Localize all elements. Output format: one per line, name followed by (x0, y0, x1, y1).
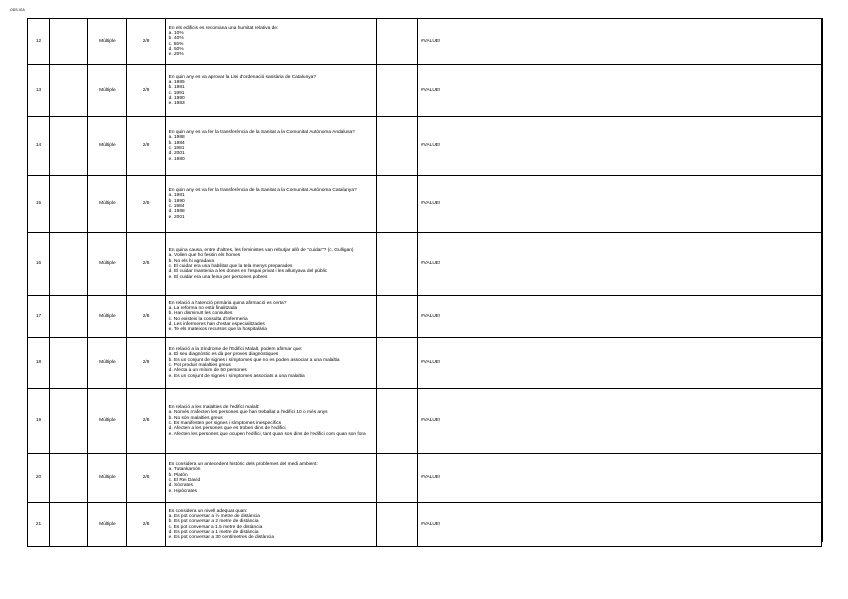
answer-option: e. 1983 (168, 101, 185, 107)
question-type-cell: Múltiple (88, 454, 127, 503)
blank-cell (376, 176, 417, 233)
question-type-cell: Múltiple (88, 65, 127, 117)
table-row (28, 65, 822, 117)
formula-error-cell: #VALUE! (417, 176, 821, 233)
answer-option: b. Han disminuït les consultes (168, 311, 233, 317)
blank-cell (50, 389, 88, 454)
question-text-cell (165, 454, 376, 503)
question-type-cell: Múltiple (88, 233, 127, 296)
question-points-cell: 2/8 (127, 389, 165, 454)
formula-error-cell: #VALUE! (417, 454, 821, 503)
question-table (27, 18, 822, 547)
formula-error-cell: #VALUE! (417, 233, 821, 296)
question-stem: En relació a les malalties de l'edifici malalt: (168, 405, 260, 411)
question-type-cell: Múltiple (88, 19, 127, 65)
question-points-cell: 2/8 (127, 338, 165, 389)
question-points-cell: 2/8 (127, 117, 165, 176)
question-type-cell: Múltiple (88, 296, 127, 338)
answer-option: b. No són malalties greus (168, 415, 223, 421)
question-text-cell (165, 233, 376, 296)
answer-option: b. Platón (168, 472, 188, 478)
sheet-header-label: ODS-IGA (10, 8, 25, 12)
blank-cell (50, 338, 88, 389)
answer-option: a. Tutankamón (168, 467, 201, 473)
answer-option: d. Es pot conversar a 1 metre de distància (168, 529, 259, 535)
question-stem: En els edificis es recomana una humitat relativa de: (168, 25, 279, 31)
blank-cell (50, 117, 88, 176)
question-text-cell (165, 338, 376, 389)
question-type-cell: Múltiple (88, 176, 127, 233)
answer-option: c. Es manifesten per signes i símptomes inespecífics (168, 421, 282, 426)
question-text-cell (165, 176, 376, 233)
table-row (28, 19, 822, 65)
question-type-cell: Múltiple (88, 389, 127, 454)
question-stem: En quin any es va fer la transferència de la Sanitat a la Comunitat Autònoma Catalunya? (168, 188, 357, 194)
blank-cell (376, 454, 417, 503)
answer-option: c. 1981 (168, 146, 185, 151)
answer-option: b. 1984 (168, 140, 185, 146)
answer-option: c. Es pot conversar a 1.5 metre de distància (168, 524, 263, 530)
answer-option: a. Es pot conversar a ½ metre de distància (168, 513, 260, 519)
formula-error-cell: #VALUE! (417, 117, 821, 176)
blank-cell (376, 389, 417, 454)
answer-option: c. 55% (168, 41, 184, 47)
table-row (28, 233, 822, 296)
table-row (28, 503, 822, 547)
question-text-cell (165, 19, 376, 65)
formula-error-cell: #VALUE! (417, 19, 821, 65)
question-number-cell: 19 (28, 389, 50, 454)
question-stem: En relació a la Síndrome de l'Edifici Malalt, podem afirmar que: (168, 347, 303, 353)
answer-option: c. No existeix la consulta d'infermeria (168, 316, 248, 322)
formula-error-cell: #VALUE! (417, 338, 821, 389)
answer-option: e. 20% (168, 52, 184, 58)
answer-option: d. Afecten a les persones que es troben dins de l'edifici (168, 426, 286, 432)
blank-cell (376, 338, 417, 389)
answer-option: d. El cuidar mantenia a les dones en l'espai privat i les allunyava del públic (168, 269, 328, 275)
sheet-right-edge (818, 18, 823, 542)
blank-cell (50, 503, 88, 547)
table-row (28, 454, 822, 503)
question-stem: Es considera un nivell adequat quan: (168, 508, 248, 514)
question-points-cell: 2/8 (127, 65, 165, 117)
answer-option: e. Afecten les persones que ocupen l'edifici, tant quan son dins de l'edifici com quan son fora (168, 431, 366, 437)
answer-option: b. Es pot conversar a 2 metre de distància (168, 519, 259, 525)
answer-option: e. Es un conjunt de signes i símptomes associats a una malaltia (168, 373, 305, 379)
answer-option: e. 1980 (168, 156, 185, 162)
blank-cell (376, 65, 417, 117)
question-number-cell: 15 (28, 176, 50, 233)
answer-option: c. El cuidar era una habilitat que la tela menys preparades (168, 264, 293, 269)
answer-option: d. 50% (168, 46, 184, 52)
answer-option: a. 1985 (168, 79, 185, 85)
question-text-cell (165, 117, 376, 176)
answer-option: a. Volien que ho fessin els homes (168, 253, 241, 259)
table-row (28, 389, 822, 454)
question-number-cell: 17 (28, 296, 50, 338)
answer-option: a. 1988 (168, 135, 185, 141)
question-text-cell (165, 65, 376, 117)
question-number-cell: 12 (28, 19, 50, 65)
question-number-cell: 14 (28, 117, 50, 176)
table-row (28, 296, 822, 338)
question-stem: En quina causa, entre d'altres, les feministes van rebutjar allò de "cuidar"? (c. Gulligan) (168, 248, 354, 254)
question-type-cell: Múltiple (88, 503, 127, 547)
answer-option: d. Sòcrates (168, 483, 193, 489)
blank-cell (50, 176, 88, 233)
question-points-cell: 2/8 (127, 454, 165, 503)
blank-cell (376, 503, 417, 547)
question-stem: En quin any es va fer la transferència de la Sanitat a la Comunitat Autònoma Andalusa? (168, 130, 355, 136)
blank-cell (50, 296, 88, 338)
question-number-cell: 20 (28, 454, 50, 503)
answer-option: c. 1991 (168, 90, 185, 96)
answer-option: d. 1988 (168, 209, 185, 215)
question-points-cell: 2/8 (127, 19, 165, 65)
formula-error-cell: #VALUE! (417, 389, 821, 454)
question-points-cell: 2/8 (127, 296, 165, 338)
question-text-cell (165, 503, 376, 547)
formula-error-cell: #VALUE! (417, 503, 821, 547)
blank-cell (376, 233, 417, 296)
answer-option: d. Afecta a un mínim de 50 persones (168, 368, 247, 374)
question-points-cell: 2/8 (127, 503, 165, 547)
answer-option: a. 1981 (168, 193, 185, 199)
question-number-cell: 13 (28, 65, 50, 117)
table-row (28, 338, 822, 389)
answer-option: e. Es pot conversar a 30 centímetres de distància (168, 535, 274, 541)
answer-option: c. 1984 (168, 204, 185, 209)
formula-error-cell: #VALUE! (417, 296, 821, 338)
question-type-cell: Múltiple (88, 117, 127, 176)
answer-option: a. La reforma no està finalitzada (168, 305, 238, 311)
answer-option: d. 2001 (168, 151, 185, 157)
blank-cell (50, 454, 88, 503)
answer-option: b. 40% (168, 36, 184, 42)
answer-option: b. 1981 (168, 85, 185, 91)
answer-option: b. No els hi agradava (168, 258, 215, 264)
question-points-cell: 2/8 (127, 233, 165, 296)
answer-option: b. Es un conjunt de signes i símptomes que no es poden associar a una malaltia (168, 357, 340, 363)
answer-option: d. Les infermeres han d'estar especialitzades (168, 321, 265, 327)
table-row (28, 117, 822, 176)
answer-option: e. Hipòcrates (168, 488, 197, 494)
answer-option: e. Te els mateixos recursos que la hospitalària (168, 327, 267, 333)
question-text-cell (165, 389, 376, 454)
question-stem: En quin any es va aprovar la Llei d'ordenació sanitària de Catalunya? (168, 74, 316, 80)
question-text-cell (165, 296, 376, 338)
question-number-cell: 21 (28, 503, 50, 547)
answer-option: c. El Rei David (168, 478, 201, 483)
answer-option: d. 1990 (168, 95, 185, 101)
blank-cell (376, 296, 417, 338)
question-number-cell: 18 (28, 338, 50, 389)
answer-option: e. 2001 (168, 214, 185, 220)
answer-option: a. Només n'afecten les persones que han treballat a l'edifici 10 o més anys (168, 410, 328, 416)
question-stem: En relació a l'atenció primària quina afirmació es certa? (168, 300, 287, 306)
question-points-cell: 2/8 (127, 176, 165, 233)
question-number-cell: 16 (28, 233, 50, 296)
table-row (28, 176, 822, 233)
blank-cell (376, 117, 417, 176)
answer-option: c. Pot produir malalties greus (168, 363, 231, 368)
blank-cell (50, 65, 88, 117)
answer-option: a. 10% (168, 30, 184, 36)
question-stem: Es considera un antecedent històric dels problemes del medi ambient: (168, 462, 318, 468)
blank-cell (376, 19, 417, 65)
answer-option: a. El seu diagnòstic es dà per proves diagnòstiques (168, 352, 279, 358)
blank-cell (50, 19, 88, 65)
question-type-cell: Múltiple (88, 338, 127, 389)
answer-option: e. El cuidar era una feina per persones pobres (168, 274, 268, 280)
formula-error-cell: #VALUE! (417, 65, 821, 117)
answer-option: b. 1990 (168, 198, 185, 204)
blank-cell (50, 233, 88, 296)
